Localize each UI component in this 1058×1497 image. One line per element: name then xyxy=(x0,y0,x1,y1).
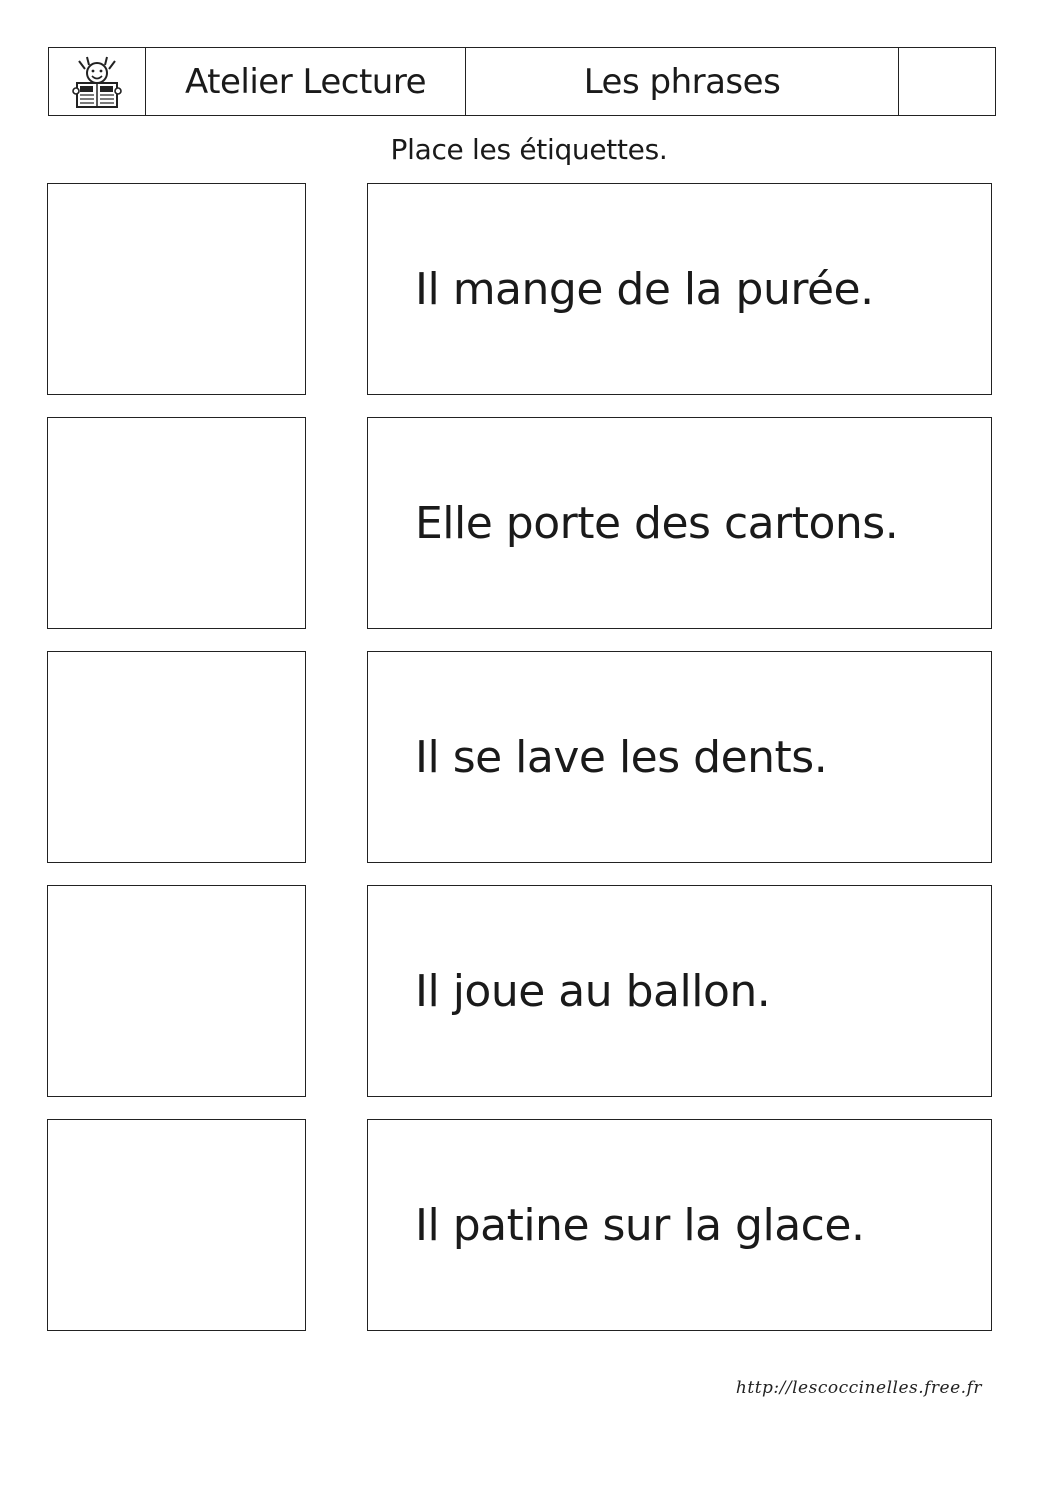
child-reading-newspaper-icon xyxy=(65,53,129,111)
sentence-text: Il patine sur la glace. xyxy=(415,1199,865,1251)
topic-title: Les phrases xyxy=(466,48,899,115)
sentence-box xyxy=(367,885,992,1097)
sentence-box xyxy=(367,417,992,629)
label-drop-slot[interactable] xyxy=(47,885,306,1097)
logo-cell xyxy=(49,48,146,115)
label-drop-slot[interactable] xyxy=(47,183,306,395)
sentence-text: Il joue au ballon. xyxy=(415,965,771,1017)
sentence-text: Elle porte des cartons. xyxy=(415,497,899,549)
sentence-box xyxy=(367,651,992,863)
instruction-text: Place les étiquettes. xyxy=(390,133,668,166)
exercise-row xyxy=(47,1119,993,1331)
exercise-row xyxy=(47,651,993,863)
atelier-title: Atelier Lecture xyxy=(146,48,466,115)
label-drop-slot[interactable] xyxy=(47,417,306,629)
exercise-row xyxy=(47,885,993,1097)
label-drop-slot[interactable] xyxy=(47,1119,306,1331)
sentence-box xyxy=(367,1119,992,1331)
sentence-text: Il mange de la purée. xyxy=(415,263,874,315)
sentence-text: Il se lave les dents. xyxy=(415,731,828,783)
footer-url[interactable]: http://lescoccinelles.free.fr xyxy=(735,1378,982,1398)
blank-cell xyxy=(899,48,995,115)
worksheet-header xyxy=(48,47,996,116)
exercise-row xyxy=(47,417,993,629)
sentence-box xyxy=(367,183,992,395)
label-drop-slot[interactable] xyxy=(47,651,306,863)
exercise-row xyxy=(47,183,993,395)
